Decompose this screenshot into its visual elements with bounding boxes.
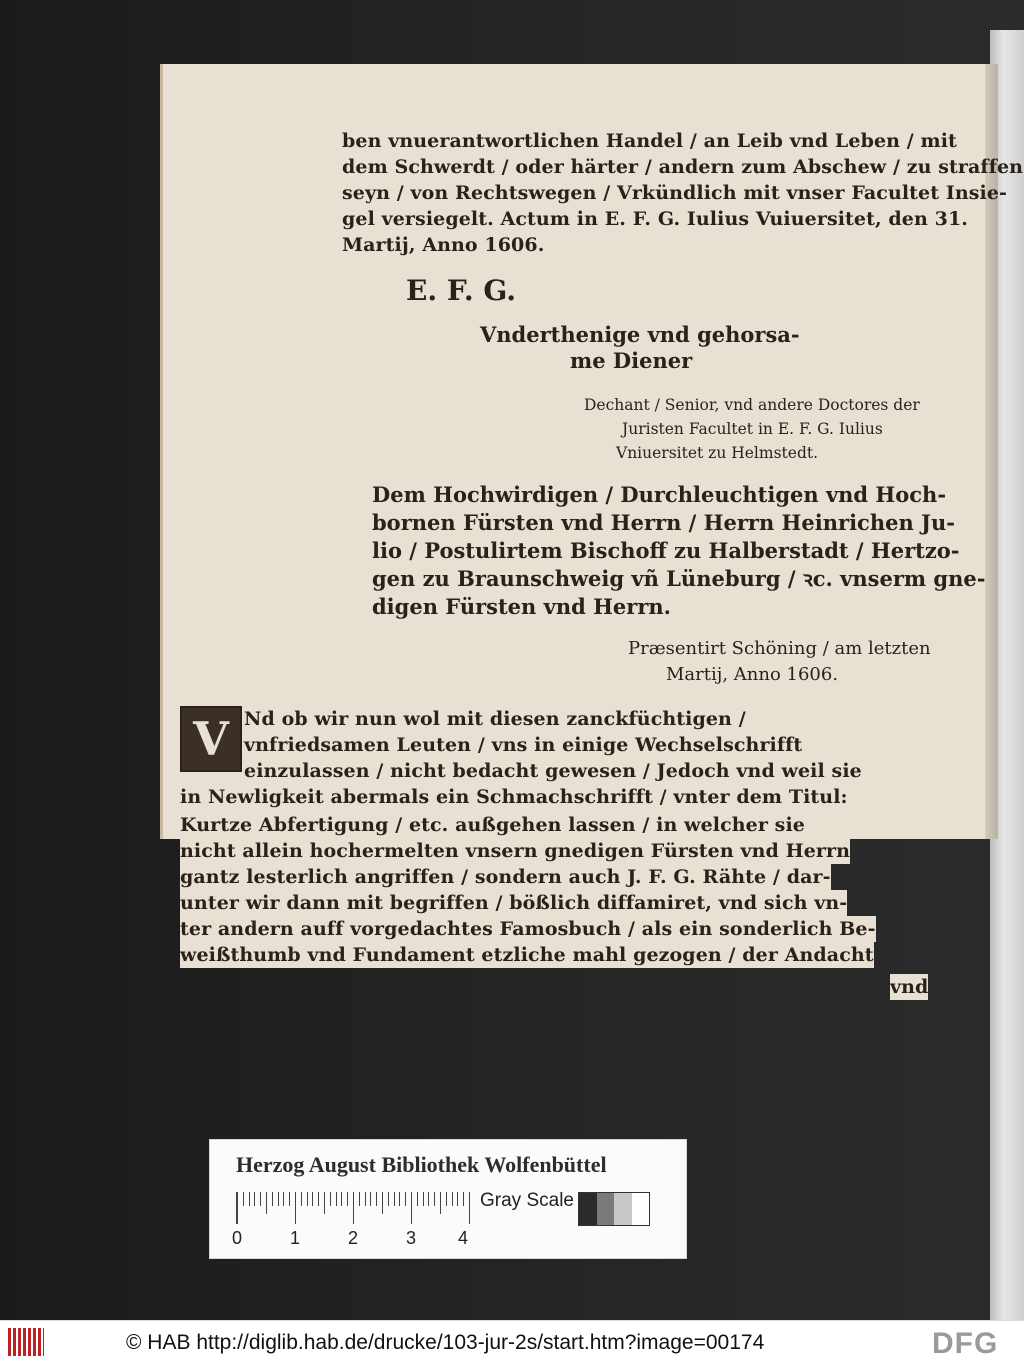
ruler-tick <box>347 1192 348 1206</box>
ruler-tick <box>260 1192 261 1206</box>
ruler-tick <box>249 1192 250 1206</box>
ruler-tick <box>301 1192 302 1206</box>
ruler-tick <box>446 1192 447 1206</box>
body-line: einzulassen / nicht bedacht gewesen / Jedoch vnd weil sie <box>244 760 862 782</box>
color-calibration-card <box>210 1140 686 1258</box>
body-line: gantz lesterlich angriffen / sondern auch J. F. G. Rähte / dar- <box>180 866 831 888</box>
document-page <box>160 64 1024 839</box>
ruler-tick <box>469 1192 470 1224</box>
body-line: Martij, Anno 1606. <box>342 234 545 256</box>
body-line: ben vnuerantwortlichen Handel / an Leib vnd Leben / mit <box>342 130 957 152</box>
ruler-tick <box>272 1192 273 1206</box>
gray-swatch <box>597 1193 615 1225</box>
presented-line: Præsentirt Schöning / am letzten <box>628 638 931 659</box>
ruler-tick <box>382 1192 383 1214</box>
address-line: lio / Postulirtem Bischoff zu Halberstadt / Hertzo- <box>372 538 960 563</box>
ruler-tick <box>289 1192 290 1206</box>
ruler-tick <box>428 1192 429 1206</box>
library-name: Herzog August Bibliothek Wolfenbüttel <box>236 1152 607 1177</box>
catchword: vnd <box>890 976 929 998</box>
ruler-tick <box>266 1192 267 1214</box>
body-line: Nd ob wir nun wol mit diesen zanckfüchtigen / <box>244 708 746 730</box>
ruler-tick <box>370 1192 371 1206</box>
gray-scale-label: Gray Scale <box>480 1190 574 1211</box>
address-line: gen zu Braunschweig vñ Lüneburg / ꝛc. vnserm gne- <box>372 566 986 591</box>
body-line: unter wir dann mit begriffen / bößlich diffamiret, vnd sich vn- <box>180 892 848 914</box>
faculty-line: Dechant / Senior, vnd andere Doctores der <box>584 396 920 414</box>
salutation: E. F. G. <box>406 274 517 307</box>
ruler-tick <box>283 1192 284 1206</box>
body-line: vnfriedsamen Leuten / vns in einige Wechselschrifft <box>244 734 803 756</box>
ruler <box>236 1192 477 1224</box>
viewer-footer <box>0 1320 1024 1364</box>
servants-line: Vnderthenige vnd gehorsa- <box>480 322 800 347</box>
ruler-tick <box>318 1192 319 1206</box>
ruler-tick <box>417 1192 418 1206</box>
ruler-tick <box>324 1192 325 1214</box>
ruler-tick <box>440 1192 441 1214</box>
address-line: Dem Hochwirdigen / Durchleuchtigen vnd Hoch- <box>372 482 947 507</box>
address-line: digen Fürsten vnd Herrn. <box>372 594 671 619</box>
ruler-tick <box>237 1192 238 1224</box>
body-line: seyn / von Rechtswegen / Vrkündlich mit vnser Facultet Insie- <box>342 182 1008 204</box>
faculty-line: Vniuersitet zu Helmstedt. <box>616 444 819 462</box>
ruler-tick <box>405 1192 406 1206</box>
ruler-tick <box>336 1192 337 1206</box>
ruler-tick <box>254 1192 255 1206</box>
gray-scale-swatches <box>578 1192 650 1226</box>
gray-swatch <box>579 1193 597 1225</box>
ruler-tick <box>243 1192 244 1206</box>
ruler-number: 2 <box>348 1228 359 1248</box>
ruler-tick <box>330 1192 331 1206</box>
ruler-tick <box>411 1192 412 1224</box>
ruler-number: 1 <box>290 1228 301 1248</box>
ruler-tick <box>434 1192 435 1206</box>
ruler-tick <box>365 1192 366 1206</box>
body-line: in Newligkeit abermals ein Schmachschrifft / vnter dem Titul: <box>180 786 848 808</box>
ruler-tick <box>359 1192 360 1206</box>
body-line: weißthumb vnd Fundament etzliche mahl gezogen / der Andacht <box>180 944 874 966</box>
ruler-number: 4 <box>458 1228 469 1248</box>
faculty-line: Juristen Facultet in E. F. G. Iulius <box>622 420 883 438</box>
ruler-tick <box>388 1192 389 1206</box>
ruler-number: 0 <box>232 1228 243 1248</box>
presented-line: Martij, Anno 1606. <box>666 664 839 685</box>
ruler-tick <box>307 1192 308 1206</box>
ruler-tick <box>463 1192 464 1206</box>
ruler-tick <box>295 1192 296 1224</box>
body-line: ter andern auff vorgedachtes Famosbuch / als ein sonderlich Be- <box>180 918 876 940</box>
address-line: bornen Fürsten vnd Herrn / Herrn Heinrichen Ju- <box>372 510 955 535</box>
ruler-tick <box>312 1192 313 1206</box>
dfg-logo: DFG <box>932 1327 999 1360</box>
decorated-initial: V <box>180 706 242 772</box>
body-line: dem Schwerdt / oder härter / andern zum Abschew / zu straffen <box>342 156 1024 178</box>
ruler-tick <box>353 1192 354 1224</box>
ruler-tick <box>376 1192 377 1206</box>
ruler-tick <box>423 1192 424 1206</box>
servants-line: me Diener <box>570 348 693 373</box>
ruler-tick <box>278 1192 279 1206</box>
gray-swatch <box>632 1193 650 1225</box>
ruler-number: 3 <box>406 1228 417 1248</box>
ruler-tick <box>457 1192 458 1206</box>
gray-swatch <box>614 1193 632 1225</box>
ruler-tick <box>452 1192 453 1206</box>
ruler-tick <box>399 1192 400 1206</box>
body-line: Kurtze Abfertigung / etc. außgehen lassen / in welcher sie <box>180 814 805 836</box>
citation-link[interactable]: © HAB http://diglib.hab.de/drucke/103-jur-2s/start.htm?image=00174 <box>126 1331 765 1354</box>
ruler-tick <box>394 1192 395 1206</box>
body-line: nicht allein hochermelten vnsern gnedigen Fürsten vnd Herrn <box>180 840 851 862</box>
hab-logo-icon <box>8 1328 44 1356</box>
ruler-tick <box>341 1192 342 1206</box>
body-line: gel versiegelt. Actum in E. F. G. Iulius Vuiuersitet, den 31. <box>342 208 968 230</box>
